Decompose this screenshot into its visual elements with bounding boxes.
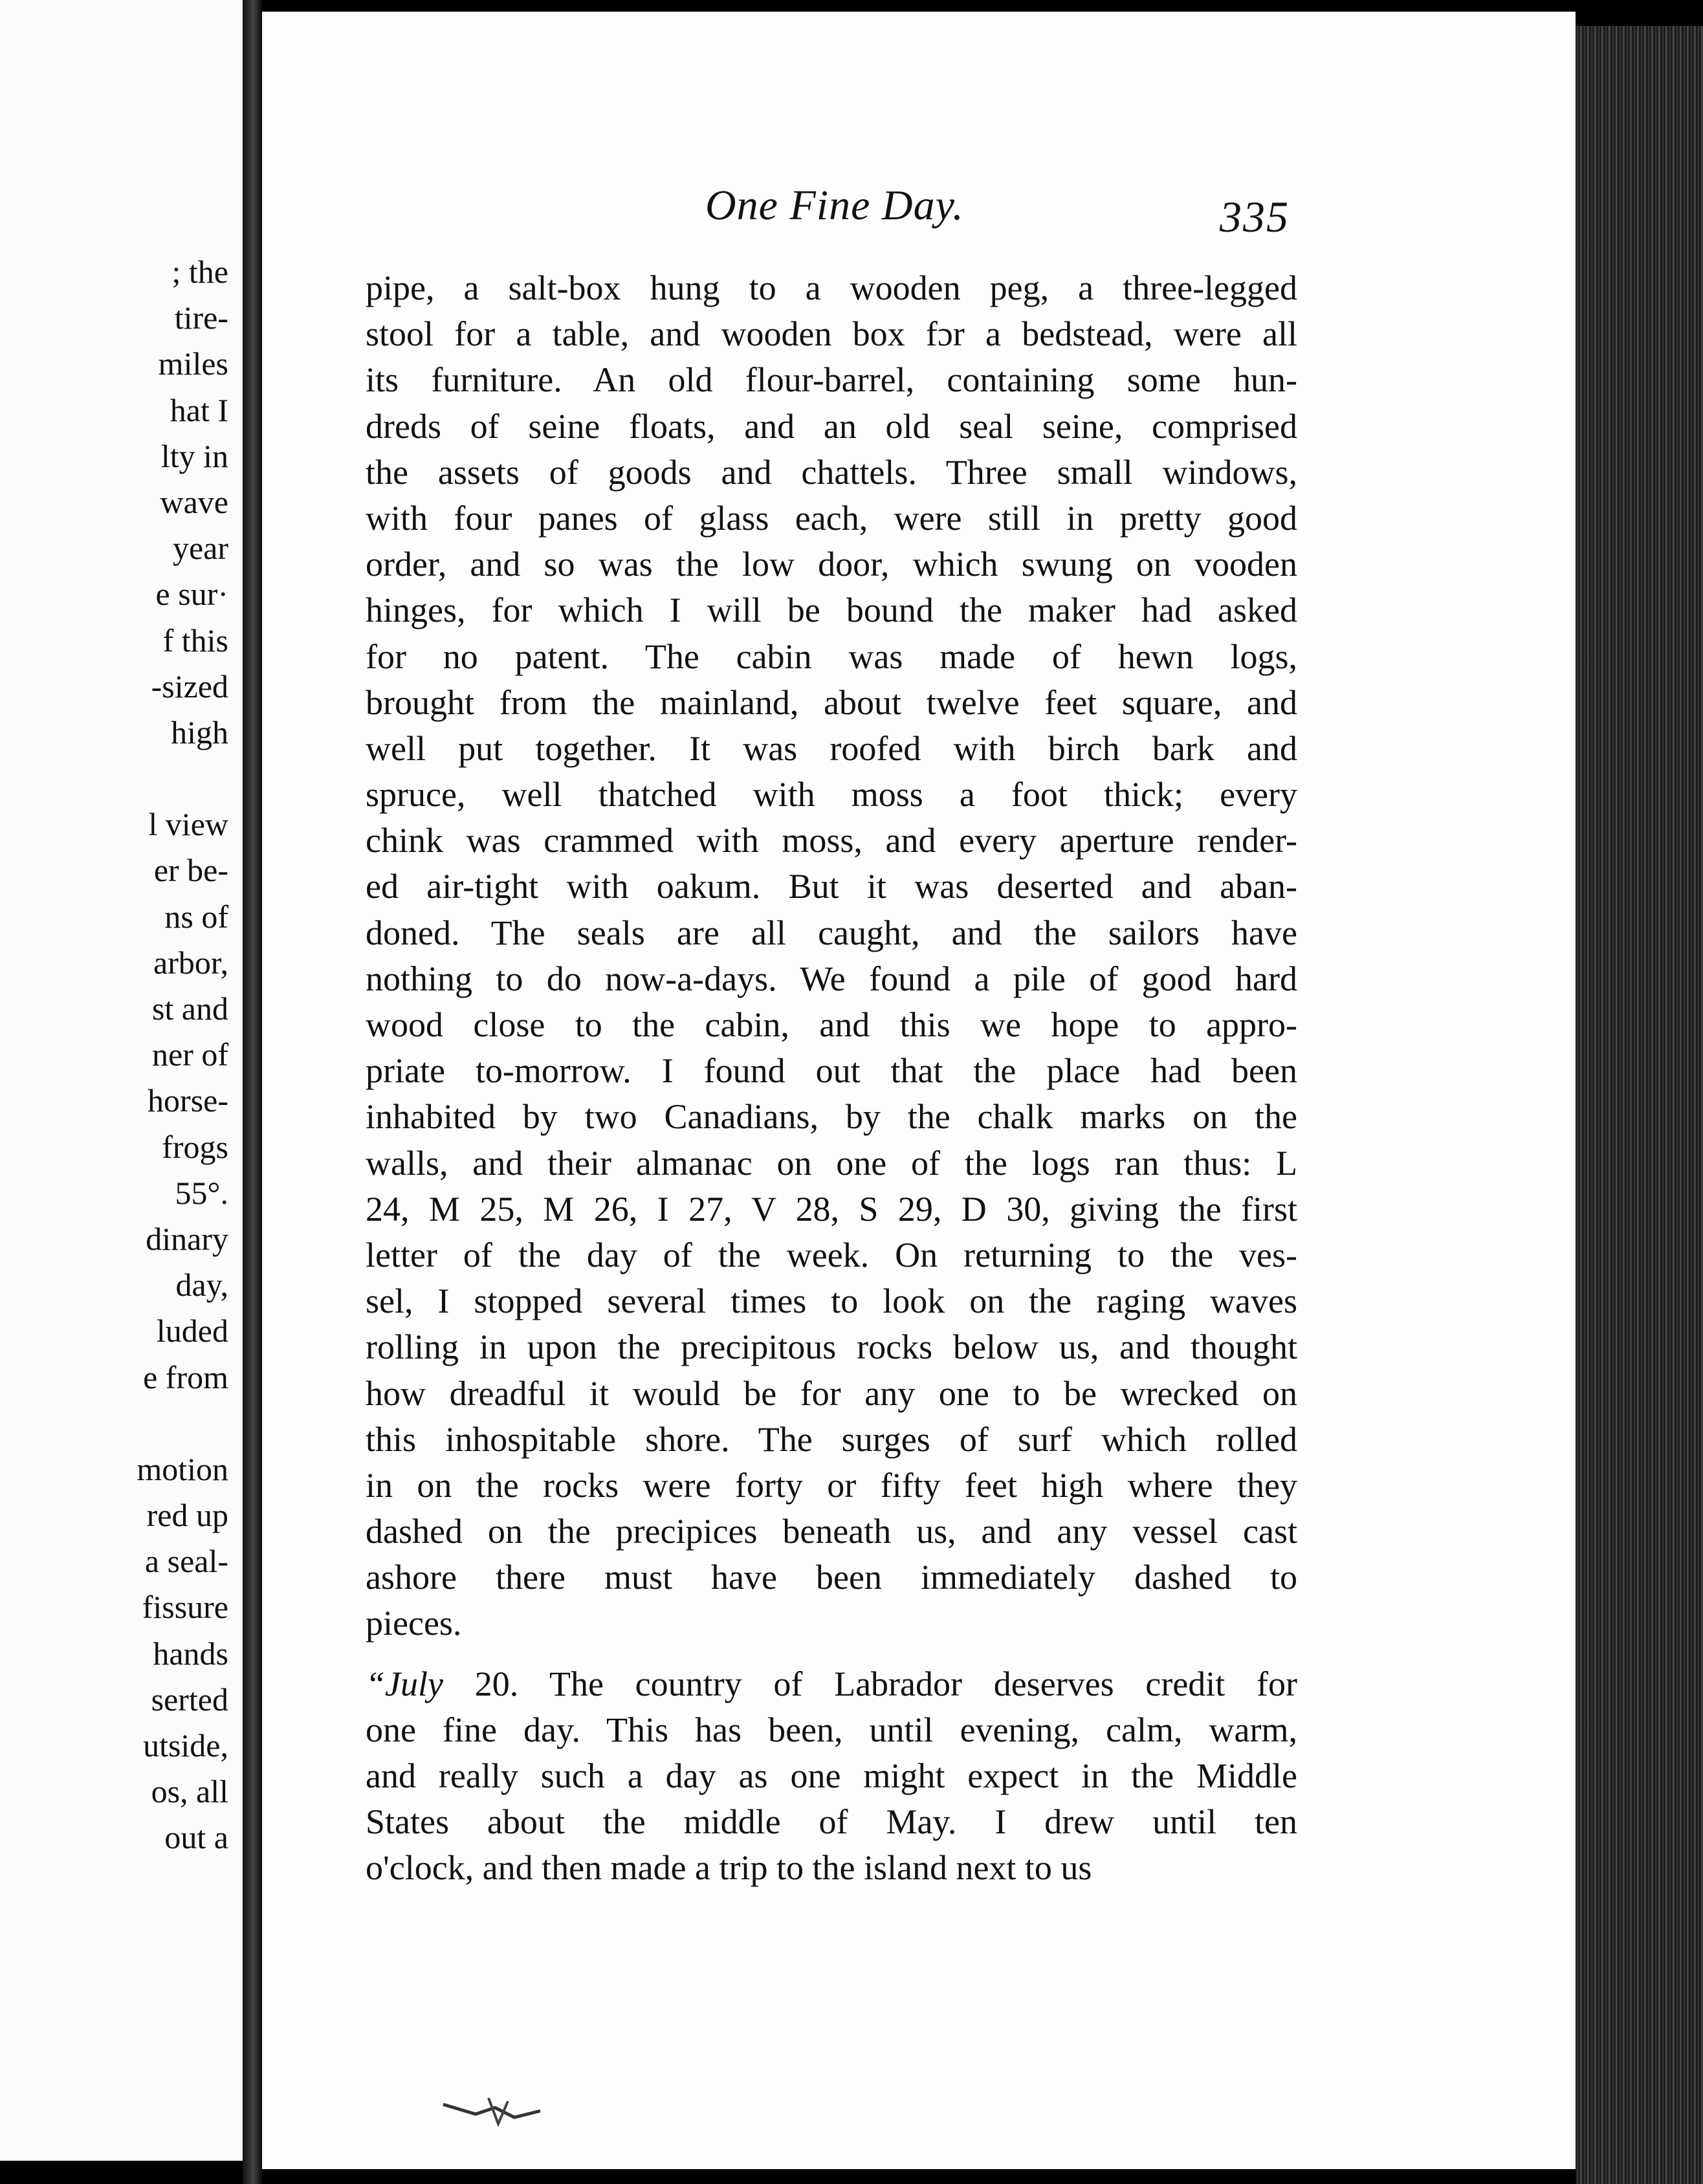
previous-page-line: ; the (171, 254, 228, 290)
previous-page-line: tire- (174, 300, 228, 336)
text-line: sel, I stopped several times to look on the raging waves (366, 1282, 1297, 1321)
previous-page-line: ns of (164, 898, 228, 935)
text-line: nothing to do now-a-days. We found a pile of good hard (366, 959, 1297, 998)
text-line: wood close to the cabin, and this we hope to appro- (366, 1005, 1297, 1044)
page-edges (1576, 26, 1703, 2184)
previous-page-line (137, 756, 228, 802)
previous-page-line: horse- (148, 1082, 228, 1119)
previous-page-line: os, all (151, 1773, 228, 1810)
text-line: ed air-tight with oakum. But it was deserted and aban- (366, 867, 1297, 906)
previous-page-line: day, (175, 1267, 228, 1304)
previous-page-line: 55°. (175, 1174, 228, 1211)
previous-page-line: hat I (170, 391, 228, 428)
text-line: dashed on the precipices beneath us, and any vessel cast (366, 1512, 1297, 1551)
text-line: for no patent. The cabin was made of hewn logs, (366, 637, 1297, 676)
text-line: spruce, well thatched with moss a foot thick; every (366, 775, 1297, 814)
previous-page-line: fissure (142, 1589, 228, 1626)
previous-page-line: year (172, 530, 228, 567)
text-line: 24, M 25, M 26, I 27, V 28, S 29, D 30, giving the first (366, 1189, 1297, 1228)
text-line: pipe, a salt-box hung to a wooden peg, a three-legged (366, 268, 1297, 307)
text-line: doned. The seals are all caught, and the sailors have (366, 913, 1297, 952)
previous-page-line: e sur· (155, 576, 228, 613)
previous-page-line: a seal- (144, 1543, 228, 1580)
text-line: how dreadful it would be for any one to be wrecked on (366, 1373, 1297, 1413)
text-line: States about the middle of May. I drew until ten (366, 1802, 1297, 1842)
previous-page-line: lty in (160, 437, 228, 474)
previous-page-line: wave (160, 483, 228, 520)
text-line: pieces. (366, 1604, 462, 1643)
previous-page-line: serted (151, 1681, 228, 1718)
text-line: priate to-morrow. I found out that the place had been (366, 1051, 1297, 1091)
text-line: in on the rocks were forty or fifty feet high where they (366, 1465, 1297, 1505)
previous-page-line: miles (158, 345, 228, 382)
text-line: with four panes of glass each, were still in pretty good (366, 498, 1297, 538)
text-line: and really such a day as one might expect in the Middle (366, 1756, 1297, 1795)
previous-page-line: er be- (153, 852, 228, 889)
previous-page-line: frogs (162, 1128, 228, 1165)
text-line: chink was crammed with moss, and every aperture render- (366, 821, 1297, 860)
page-number: 335 (1220, 192, 1290, 241)
previous-page-line: utside, (143, 1727, 228, 1764)
previous-page-line: l view (148, 806, 228, 843)
running-title: One Fine Day. (705, 182, 964, 229)
text-line: stool for a table, and wooden box fɔr a bedstead, were all (366, 314, 1297, 354)
text-line: this inhospitable shore. The surges of surf which rolled (366, 1419, 1297, 1459)
text-line: well put together. It was roofed with birch bark and (366, 728, 1297, 768)
text-line: o'clock, and then made a trip to the island next to us (366, 1848, 1092, 1888)
previous-page-line: -sized (151, 668, 228, 704)
previous-page-line: f this (162, 622, 228, 659)
text-line: inhabited by two Canadians, by the chalk marks on the (366, 1097, 1297, 1137)
page-smudge (437, 2091, 547, 2130)
previous-page-line: red up (146, 1497, 228, 1534)
text-line: “July 20. The country of Labrador deserves credit for (366, 1664, 1297, 1703)
text-line: dreds of seine floats, and an old seal seine, comprised (366, 406, 1297, 446)
text-line: letter of the day of the week. On returning to the ves- (366, 1235, 1297, 1274)
text-line: the assets of goods and chattels. Three small windows, (366, 452, 1297, 492)
paragraph-2 (366, 1661, 1297, 1892)
running-head (262, 172, 1576, 241)
text-line: walls, and their almanac on one of the logs ran thus: L (366, 1143, 1297, 1183)
previous-page-line: st and (151, 990, 228, 1027)
previous-page-line: out a (164, 1819, 228, 1856)
text-line: one fine day. This has been, until evening, calm, warm, (366, 1710, 1297, 1749)
text-line: ashore there must have been immediately dashed to (366, 1558, 1297, 1597)
text-line: order, and so was the low door, which swung on vooden (366, 545, 1297, 584)
text-line: brought from the mainland, about twelve feet square, and (366, 682, 1297, 722)
previous-page-text-fragments (137, 249, 228, 1861)
previous-page-line: dinary (146, 1220, 228, 1257)
previous-page-line: motion (137, 1450, 228, 1487)
paragraph-1 (366, 265, 1297, 1647)
previous-page-line: e from (143, 1359, 228, 1395)
book-gutter (243, 0, 262, 2184)
text-line: hinges, for which I will be bound the maker had asked (366, 591, 1297, 630)
previous-page-line: arbor, (153, 944, 228, 981)
text-line: rolling in upon the precipitous rocks below us, and thought (366, 1327, 1297, 1367)
previous-page-line (137, 1401, 228, 1447)
date-heading: “July (366, 1664, 443, 1703)
previous-page-line: high (171, 714, 228, 750)
text-line: its furniture. An old flour-barrel, containing some hun- (366, 360, 1297, 400)
previous-page (0, 0, 245, 2161)
previous-page-line: ner of (152, 1036, 228, 1073)
previous-page-line: hands (153, 1635, 228, 1672)
previous-page-line: luded (156, 1313, 228, 1349)
current-page (262, 12, 1576, 2169)
body-text (366, 265, 1297, 1892)
